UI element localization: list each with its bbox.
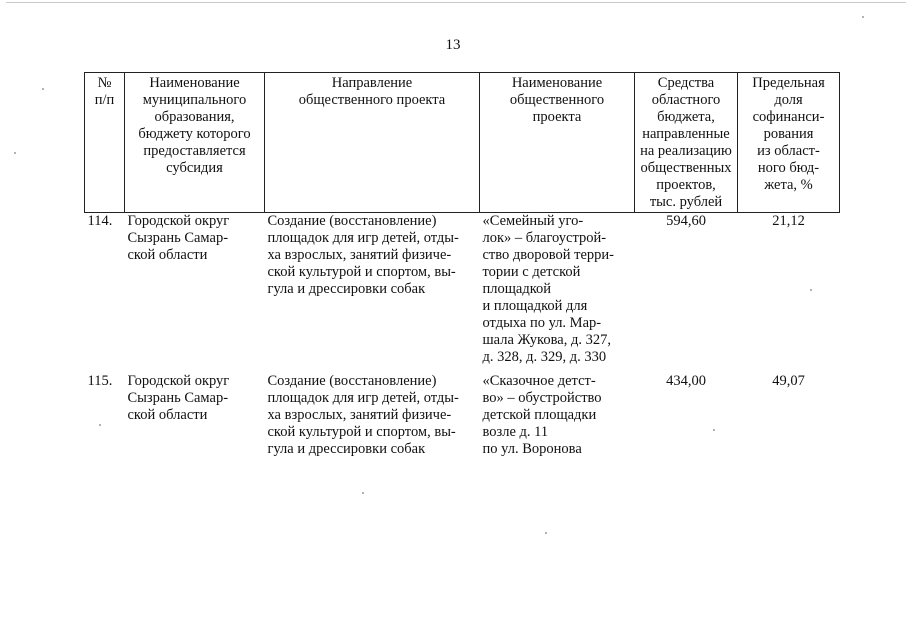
page-number: 13 [445, 37, 461, 53]
row-share: 49,07 [772, 373, 805, 389]
header-row [85, 73, 840, 213]
scan-speck [545, 532, 547, 534]
scan-speck [810, 289, 812, 291]
scan-speck [14, 152, 16, 154]
table-row [85, 373, 840, 458]
row-direction: Создание (восстановление) площадок для игр детей, отды- ха взрослых, занятий физиче- ской культурой и спортом, вы- гула и дрессировки собак [267, 373, 459, 457]
table-row [85, 213, 840, 374]
scan-speck [42, 88, 44, 90]
scan-speck [99, 424, 101, 426]
table-header [85, 73, 840, 213]
header-project-name: Наименование общественного проекта [480, 73, 635, 213]
header-share: Предельная доля софинанси- рования из област- ного бюд- жета, % [738, 73, 840, 213]
table-body [85, 213, 840, 459]
header-funds: Средства областного бюджета, направленные на реализацию общественных проектов, тыс. рублей [635, 73, 738, 213]
row-funds: 434,00 [666, 373, 706, 389]
row-funds: 594,60 [666, 213, 706, 229]
row-project-name: «Сказочное детст- во» – обустройство детской площадки возле д. 11 по ул. Воронова [482, 373, 602, 457]
scan-speck [862, 16, 864, 18]
scan-speck [713, 429, 715, 431]
row-project-name: «Семейный уго- лок» – благоустрой- ство дворовой терри- тории с детской площадкой и площадкой для отдыха по ул. Мар- шала Жукова, д. 327, д. 328, д. 329, д. 330 [482, 213, 615, 365]
row-municipality: Городской округ Сызрань Самар- ской области [127, 373, 230, 423]
scan-speck [362, 492, 364, 494]
row-municipality: Городской округ Сызрань Самар- ской области [127, 213, 230, 263]
row-direction: Создание (восстановление) площадок для игр детей, отды- ха взрослых, занятий физиче- ской культурой и спортом, вы- гула и дрессировки собак [267, 213, 459, 297]
header-municipality: Наименование муниципального образования, бюджету которого предоставляется субсидия [125, 73, 265, 213]
scan-edge-line [6, 2, 906, 3]
row-number: 115. [87, 373, 113, 389]
subsidy-table [84, 72, 840, 458]
row-share: 21,12 [772, 213, 805, 229]
header-number: № п/п [85, 73, 125, 213]
header-direction: Направление общественного проекта [265, 73, 480, 213]
row-number: 114. [87, 213, 113, 229]
